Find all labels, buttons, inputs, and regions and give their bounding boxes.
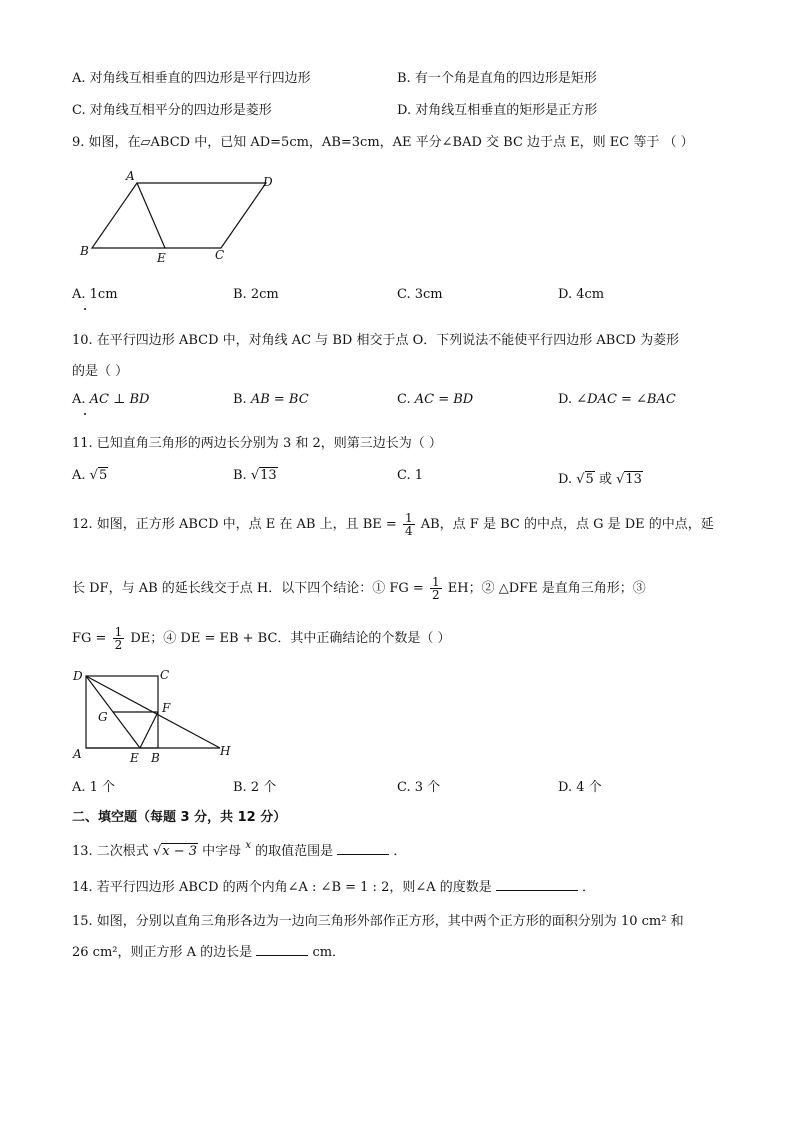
q12-label-a: A: [73, 747, 82, 761]
q12-fraction-one-half-b: [113, 626, 125, 651]
q13-stem: [72, 840, 406, 859]
q9-label-e: E: [157, 251, 166, 265]
q9-option-d: D. 4cm: [558, 287, 605, 302]
q9-option-c: C. 3cm: [397, 287, 443, 302]
q12-line3-text-b: DE；④ DE = EB + BC．其中正确结论的个数是（ ）: [130, 631, 451, 646]
q12-label-f: F: [162, 701, 171, 715]
q13-text-a: 13. 二次根式: [72, 844, 149, 859]
q12-label-d: D: [73, 669, 83, 683]
q9-option-a: A. 1cm: [72, 287, 118, 302]
q11-option-c: C. 1: [397, 468, 424, 483]
q12-square-figure: [68, 664, 238, 768]
q10-option-a-label: A.: [72, 392, 86, 407]
q12-line1-text-b: AB，点 F 是 BC 的中点，点 G 是 DE 的中点，延: [420, 517, 714, 532]
q11-option-a-radicand: 5: [98, 468, 108, 483]
q13-answer-blank[interactable]: [337, 842, 389, 855]
q15-stem-line2: [72, 941, 345, 960]
q8-option-c: C. 对角线互相平分的四边形是菱形: [72, 103, 272, 118]
q12-stem-line2: [72, 576, 646, 601]
q13-text-c: 的取值范围是: [255, 844, 334, 859]
q11-option-d-radicand-2: 13: [625, 472, 642, 487]
q13-radicand: x − 3: [162, 844, 198, 859]
q15-text-b: cm．: [312, 945, 346, 960]
q10-option-c-expr: AC = BD: [414, 392, 474, 407]
q10-option-d: [558, 392, 676, 407]
q13-end: ．: [393, 844, 407, 859]
q9-label-a: A: [126, 169, 135, 183]
q9-parallelogram-figure: [76, 165, 286, 265]
q13-variable: x: [245, 840, 251, 851]
q12-option-b: B. 2 个: [233, 780, 277, 795]
q12-stem-line3: [72, 626, 451, 651]
stray-dot: [84, 308, 86, 310]
q12-line2-text-b: EH；② △DFE 是直角三角形；③: [447, 581, 646, 596]
sqrt-symbol: √13: [616, 472, 642, 487]
q12-label-c: C: [160, 668, 170, 682]
q10-option-b-label: B.: [233, 392, 247, 407]
q12-frac2-denominator: 2: [431, 588, 440, 602]
q15-stem-line1: 15. 如图，分别以直角三角形各边为一边向三角形外部作正方形，其中两个正方形的面积分别为 10 cm² 和: [72, 914, 684, 929]
q15-text-a: 26 cm²，则正方形 A 的边长是: [72, 945, 253, 960]
q12-frac3-numerator: 1: [114, 625, 123, 639]
q12-option-d: D. 4 个: [558, 780, 602, 795]
q8-option-a: A. 对角线互相垂直的四边形是平行四边形: [72, 71, 311, 86]
q11-option-d: [558, 468, 643, 487]
q12-line3-text-a: FG =: [72, 631, 107, 646]
q12-option-a: A. 1 个: [72, 780, 116, 795]
q12-label-h: H: [220, 744, 231, 758]
stray-dot: [84, 413, 86, 415]
q12-frac3-denominator: 2: [114, 638, 123, 652]
section-2-title: 二、填空题（每题 3 分，共 12 分）: [72, 810, 287, 825]
q12-frac1-denominator: 4: [404, 524, 413, 538]
q14-text-a: 14. 若平行四边形 ABCD 的两个内角∠A : ∠B = 1 : 2，则∠A 的度数是: [72, 880, 492, 895]
q8-option-d: D. 对角线互相垂直的矩形是正方形: [397, 103, 598, 118]
sqrt-symbol: √13: [250, 468, 277, 483]
q14-answer-blank[interactable]: [496, 878, 578, 891]
q10-stem-line2: 的是（ ）: [72, 364, 129, 379]
q10-option-d-expr: ∠DAC = ∠BAC: [576, 392, 676, 407]
q12-stem-line1: [72, 512, 714, 537]
q12-label-g: G: [98, 710, 108, 724]
q10-option-d-label: D.: [558, 392, 573, 407]
q12-frac1-numerator: 1: [404, 511, 413, 525]
q10-option-c: [397, 392, 473, 407]
q10-option-b-expr: AB = BC: [250, 392, 309, 407]
q11-option-d-radicand-1: 5: [585, 472, 594, 487]
q12-line2-text-a: 长 DF，与 AB 的延长线交于点 H．以下四个结论：① FG =: [72, 581, 424, 596]
q11-option-d-label: D.: [558, 472, 573, 487]
q15-answer-blank[interactable]: [256, 943, 308, 956]
q14-stem: [72, 876, 595, 895]
q13-text-b: 中字母: [202, 844, 242, 859]
q9-label-c: C: [215, 248, 225, 262]
q11-option-a: [72, 468, 108, 483]
q9-option-b: B. 2cm: [233, 287, 279, 302]
q10-option-a-expr: AC ⊥ BD: [89, 392, 150, 407]
q11-stem: 11. 已知直角三角形的两边长分别为 3 和 2，则第三边长为（ ）: [72, 436, 442, 451]
q12-option-c: C. 3 个: [397, 780, 441, 795]
sqrt-symbol: √x − 3: [152, 844, 198, 859]
q10-option-b: [233, 392, 309, 407]
q12-fraction-one-half-a: [430, 576, 442, 601]
q12-line1-text-a: 12. 如图，正方形 ABCD 中，点 E 在 AB 上，且 BE =: [72, 517, 397, 532]
q11-option-b: [233, 468, 278, 483]
q9-stem: 9. 如图，在▱ABCD 中，已知 AD=5cm，AB=3cm，AE 平分∠BAD 交 BC 边于点 E，则 EC 等于 （ ）: [72, 135, 694, 150]
q8-option-b: B. 有一个角是直角的四边形是矩形: [397, 71, 597, 86]
q9-label-d: D: [263, 175, 273, 189]
q9-label-b: B: [80, 244, 89, 258]
q14-end: ．: [582, 880, 596, 895]
q12-fraction-one-quarter: [403, 512, 415, 537]
q12-label-b: B: [151, 751, 160, 765]
q11-option-b-label: B.: [233, 468, 247, 483]
q10-stem-line1: 10. 在平行四边形 ABCD 中，对角线 AC 与 BD 相交于点 O．下列说法不能使平行四边形 ABCD 为菱形: [72, 333, 680, 348]
q11-option-a-label: A.: [72, 468, 86, 483]
q12-frac2-numerator: 1: [431, 575, 440, 589]
q10-option-c-label: C.: [397, 392, 411, 407]
q11-option-b-radicand: 13: [260, 468, 277, 483]
sqrt-symbol: √5: [576, 472, 594, 487]
sqrt-symbol: √5: [89, 468, 108, 483]
q11-option-d-or: 或: [598, 472, 612, 487]
q12-label-e: E: [130, 751, 139, 765]
q10-option-a: [72, 392, 149, 407]
